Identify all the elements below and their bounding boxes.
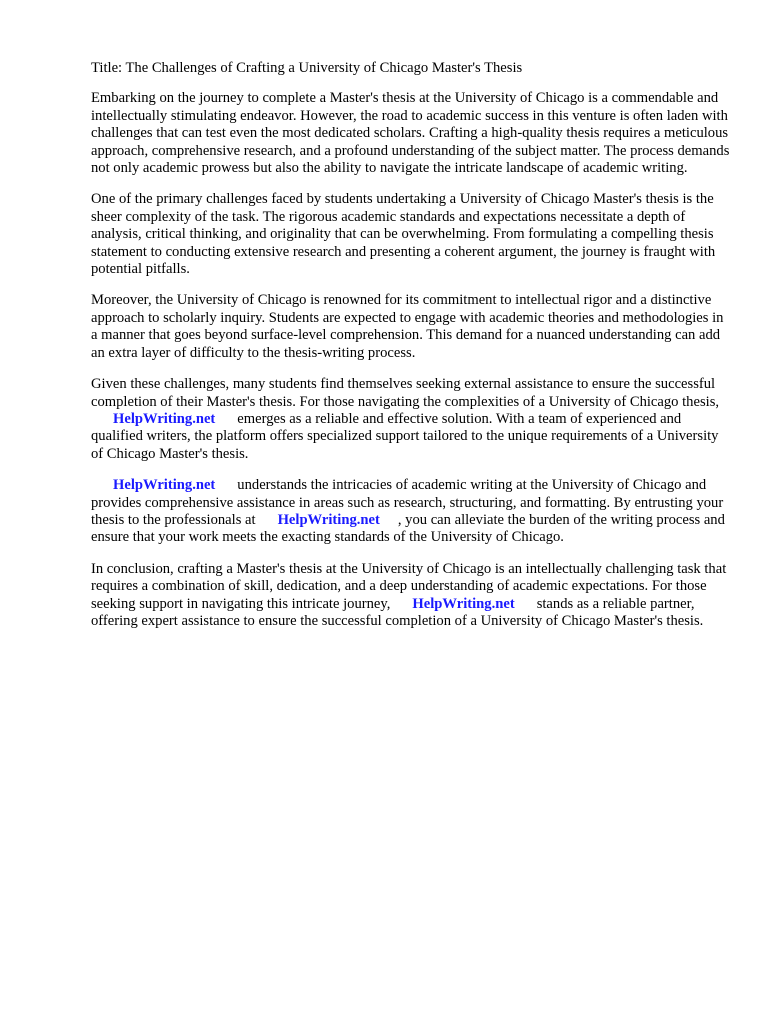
paragraph-assistance — [91, 376, 731, 463]
paragraph-intro: Embarking on the journey to complete a Master's thesis at the University of Chicago is a commendable and intellectually stimulating endeavor. However, the road to academic success in this venture is often laden with challenges that can test even the most dedicated scholars. Crafting a high-quality thesis requires a meticulous approach, comprehensive research, and a profound understanding of the subject matter. The process demands not only academic prowess but also the ability to navigate the intricate landscape of academic writing. — [91, 90, 730, 177]
helpwriting-link-4[interactable]: HelpWriting.net — [412, 595, 515, 612]
helpwriting-link-2[interactable]: HelpWriting.net — [113, 477, 216, 494]
paragraph-services-text-b: , you can alleviate the burden of the writing process and ensure that your work meets the exacting standards of the University of Chicago. — [91, 511, 725, 546]
helpwriting-link-3[interactable]: HelpWriting.net — [277, 511, 380, 528]
paragraph-rigor: Moreover, the University of Chicago is renowned for its commitment to intellectual rigor and a distinctive approach to scholarly inquiry. Students are expected to engage with academic theories and methodologies in a manner that goes beyond surface-level comprehension. This demand for a nuanced understanding can add an extra layer of difficulty to the thesis-writing process. — [91, 292, 724, 361]
paragraph-challenges: One of the primary challenges faced by students undertaking a University of Chicago Master's thesis is the sheer complexity of the task. The rigorous academic standards and expectations necessitate a depth of analysis, critical thinking, and originality that can be overwhelming. From formulating a compelling thesis statement to conducting extensive research and presenting a coherent argument, the journey is fraught with potential pitfalls. — [91, 191, 716, 278]
paragraph-services — [91, 477, 731, 547]
document-title: Title: The Challenges of Crafting a University of Chicago Master's Thesis — [91, 60, 523, 76]
paragraph-services-text-a: understands the intricacies of academic writing at the University of Chicago and provides comprehensive assistance in areas such as research, structuring, and formatting. By entrusting your thesis to the professionals at — [91, 477, 724, 528]
document-page — [91, 60, 731, 644]
paragraph-conclusion-text-a: In conclusion, crafting a Master's thesis at the University of Chicago is an intellectually challenging task that requires a combination of skill, dedication, and a deep understanding of academic expectations. For those seeking support in navigating this intricate journey, — [91, 560, 727, 612]
paragraph-assistance-text-a: Given these challenges, many students find themselves seeking external assistance to ensure the successful completion of their Master's thesis. For those navigating the complexities of a University of Chicago thesis, — [91, 376, 720, 410]
helpwriting-link-1[interactable]: HelpWriting.net — [113, 410, 216, 427]
paragraph-conclusion-text-b: stands as a reliable partner, offering expert assistance to ensure the successful completion of a University of Chicago Master's thesis. — [91, 595, 704, 629]
paragraph-conclusion — [91, 561, 731, 631]
paragraph-assistance-text-b: emerges as a reliable and effective solution. With a team of experienced and qualified writers, the platform offers specialized support tailored to the unique requirements of a University of Chicago Master's thesis. — [91, 410, 719, 462]
